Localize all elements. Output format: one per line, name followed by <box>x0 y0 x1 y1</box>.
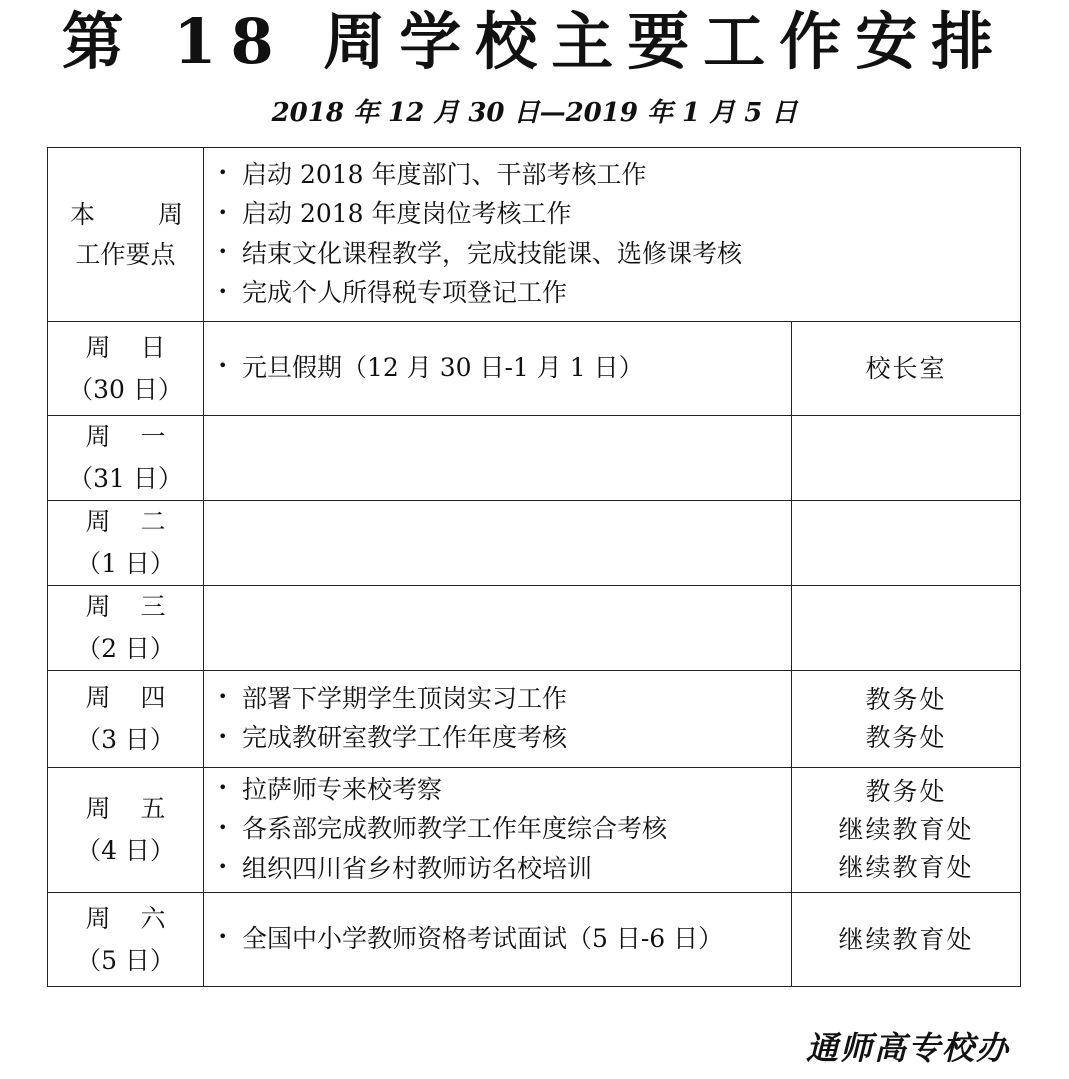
item-list <box>204 771 791 890</box>
list-item <box>218 274 1020 314</box>
list-item <box>218 920 791 960</box>
dept-cell <box>792 322 1021 416</box>
item-cell <box>204 586 792 671</box>
item-list <box>204 349 791 389</box>
bullet-icon: • <box>218 242 228 261</box>
dept-name: 继续教育处 <box>838 924 974 954</box>
day-date: （5 日） <box>76 945 175 975</box>
item-cell <box>204 893 792 987</box>
list-item <box>218 719 791 759</box>
dept-list <box>792 773 1020 887</box>
issuer-signature: 通师高专校办 <box>806 1029 1011 1067</box>
day-date: （4 日） <box>76 836 175 865</box>
day-name: 周一 <box>85 422 196 451</box>
list-item-text: 完成个人所得税专项登记工作 <box>242 278 568 307</box>
list-item <box>218 349 791 389</box>
list-item-text: 组织四川省乡村教师访名校培训 <box>242 853 593 883</box>
list-item <box>218 850 791 890</box>
list-item-text: 结束文化课程教学，完成技能课、选修课考核 <box>242 238 743 268</box>
day-date: （1 日） <box>76 549 175 578</box>
bullet-icon: • <box>218 817 228 837</box>
key-points-content-cell <box>204 148 1021 322</box>
item-cell <box>204 671 792 768</box>
item-cell <box>204 768 792 893</box>
key-points-label-cell <box>48 148 204 322</box>
table-row <box>48 586 1021 671</box>
table-row <box>48 416 1021 501</box>
dept-name: 教务处 <box>865 777 947 806</box>
bullet-icon: • <box>218 726 228 746</box>
dept-cell <box>792 671 1021 768</box>
list-item-text: 元旦假期（12 月 30 日-1 月 1 日） <box>242 352 644 382</box>
day-cell <box>48 586 204 671</box>
bullet-icon: • <box>218 857 228 877</box>
list-item-text: 拉萨师专来校考察 <box>242 774 443 804</box>
table-row <box>48 671 1021 768</box>
day-name: 周四 <box>85 683 196 712</box>
schedule-table <box>47 147 1021 987</box>
page-title: 第 18 周学校主要工作安排 <box>61 5 1008 78</box>
list-item-text: 各系部完成教师教学工作年度综合考核 <box>242 814 668 844</box>
bullet-icon: • <box>218 281 228 301</box>
bullet-icon: • <box>218 927 228 947</box>
list-item <box>218 156 1020 196</box>
day-cell <box>48 322 204 416</box>
dept-cell <box>792 416 1021 501</box>
dept-list <box>792 350 1020 388</box>
key-points-row <box>48 148 1021 322</box>
list-item-text: 启动 2018 年度岗位考核工作 <box>242 199 572 228</box>
dept-name: 教务处 <box>865 685 947 714</box>
bullet-icon: • <box>218 163 228 182</box>
day-cell <box>48 501 204 586</box>
table-row <box>48 768 1021 893</box>
bullet-icon: • <box>218 778 228 798</box>
table-row <box>48 501 1021 586</box>
list-item <box>218 195 1020 235</box>
table-row <box>48 322 1021 416</box>
list-item <box>218 680 791 720</box>
day-name: 周三 <box>85 592 196 621</box>
item-list <box>204 680 791 759</box>
day-name: 周六 <box>85 903 196 933</box>
item-cell <box>204 322 792 416</box>
list-item-text: 启动 2018 年度部门、干部考核工作 <box>242 159 647 189</box>
item-list <box>204 920 791 960</box>
dept-name: 继续教育处 <box>838 853 974 882</box>
key-points-list <box>204 156 1020 314</box>
dept-name: 校长室 <box>865 353 947 383</box>
dept-list <box>792 921 1020 959</box>
list-item-text: 完成教研室教学工作年度考核 <box>242 723 568 752</box>
day-date: （3 日） <box>76 725 175 754</box>
item-cell <box>204 501 792 586</box>
day-name: 周五 <box>85 794 196 823</box>
day-cell <box>48 671 204 768</box>
day-name: 周日 <box>85 332 196 362</box>
day-cell <box>48 768 204 893</box>
dept-name: 教务处 <box>865 723 947 752</box>
dept-cell <box>792 768 1021 893</box>
list-item-text: 全国中小学教师资格考试面试（5 日-6 日） <box>242 923 724 953</box>
dept-name: 继续教育处 <box>838 815 974 844</box>
dept-cell <box>792 501 1021 586</box>
dept-cell <box>792 586 1021 671</box>
day-cell <box>48 893 204 987</box>
bullet-icon: • <box>218 687 228 706</box>
date-range: 2018 年 12 月 30 日—2019 年 1 月 5 日 <box>271 98 798 128</box>
dept-cell <box>792 893 1021 987</box>
key-points-label-line1: 本周 <box>70 199 183 229</box>
list-item <box>218 810 791 850</box>
list-item <box>218 235 1020 275</box>
table-row <box>48 893 1021 987</box>
day-date: （31 日） <box>68 464 183 493</box>
dept-list <box>792 681 1020 757</box>
key-points-label-line2: 工作要点 <box>75 239 176 269</box>
day-cell <box>48 416 204 501</box>
bullet-icon: • <box>218 356 228 376</box>
list-item-text: 部署下学期学生顶岗实习工作 <box>242 683 568 713</box>
bullet-icon: • <box>218 202 228 222</box>
day-name: 周二 <box>85 507 196 536</box>
list-item <box>218 771 791 811</box>
day-date: （2 日） <box>76 634 175 663</box>
day-date: （30 日） <box>68 374 183 404</box>
item-cell <box>204 416 792 501</box>
